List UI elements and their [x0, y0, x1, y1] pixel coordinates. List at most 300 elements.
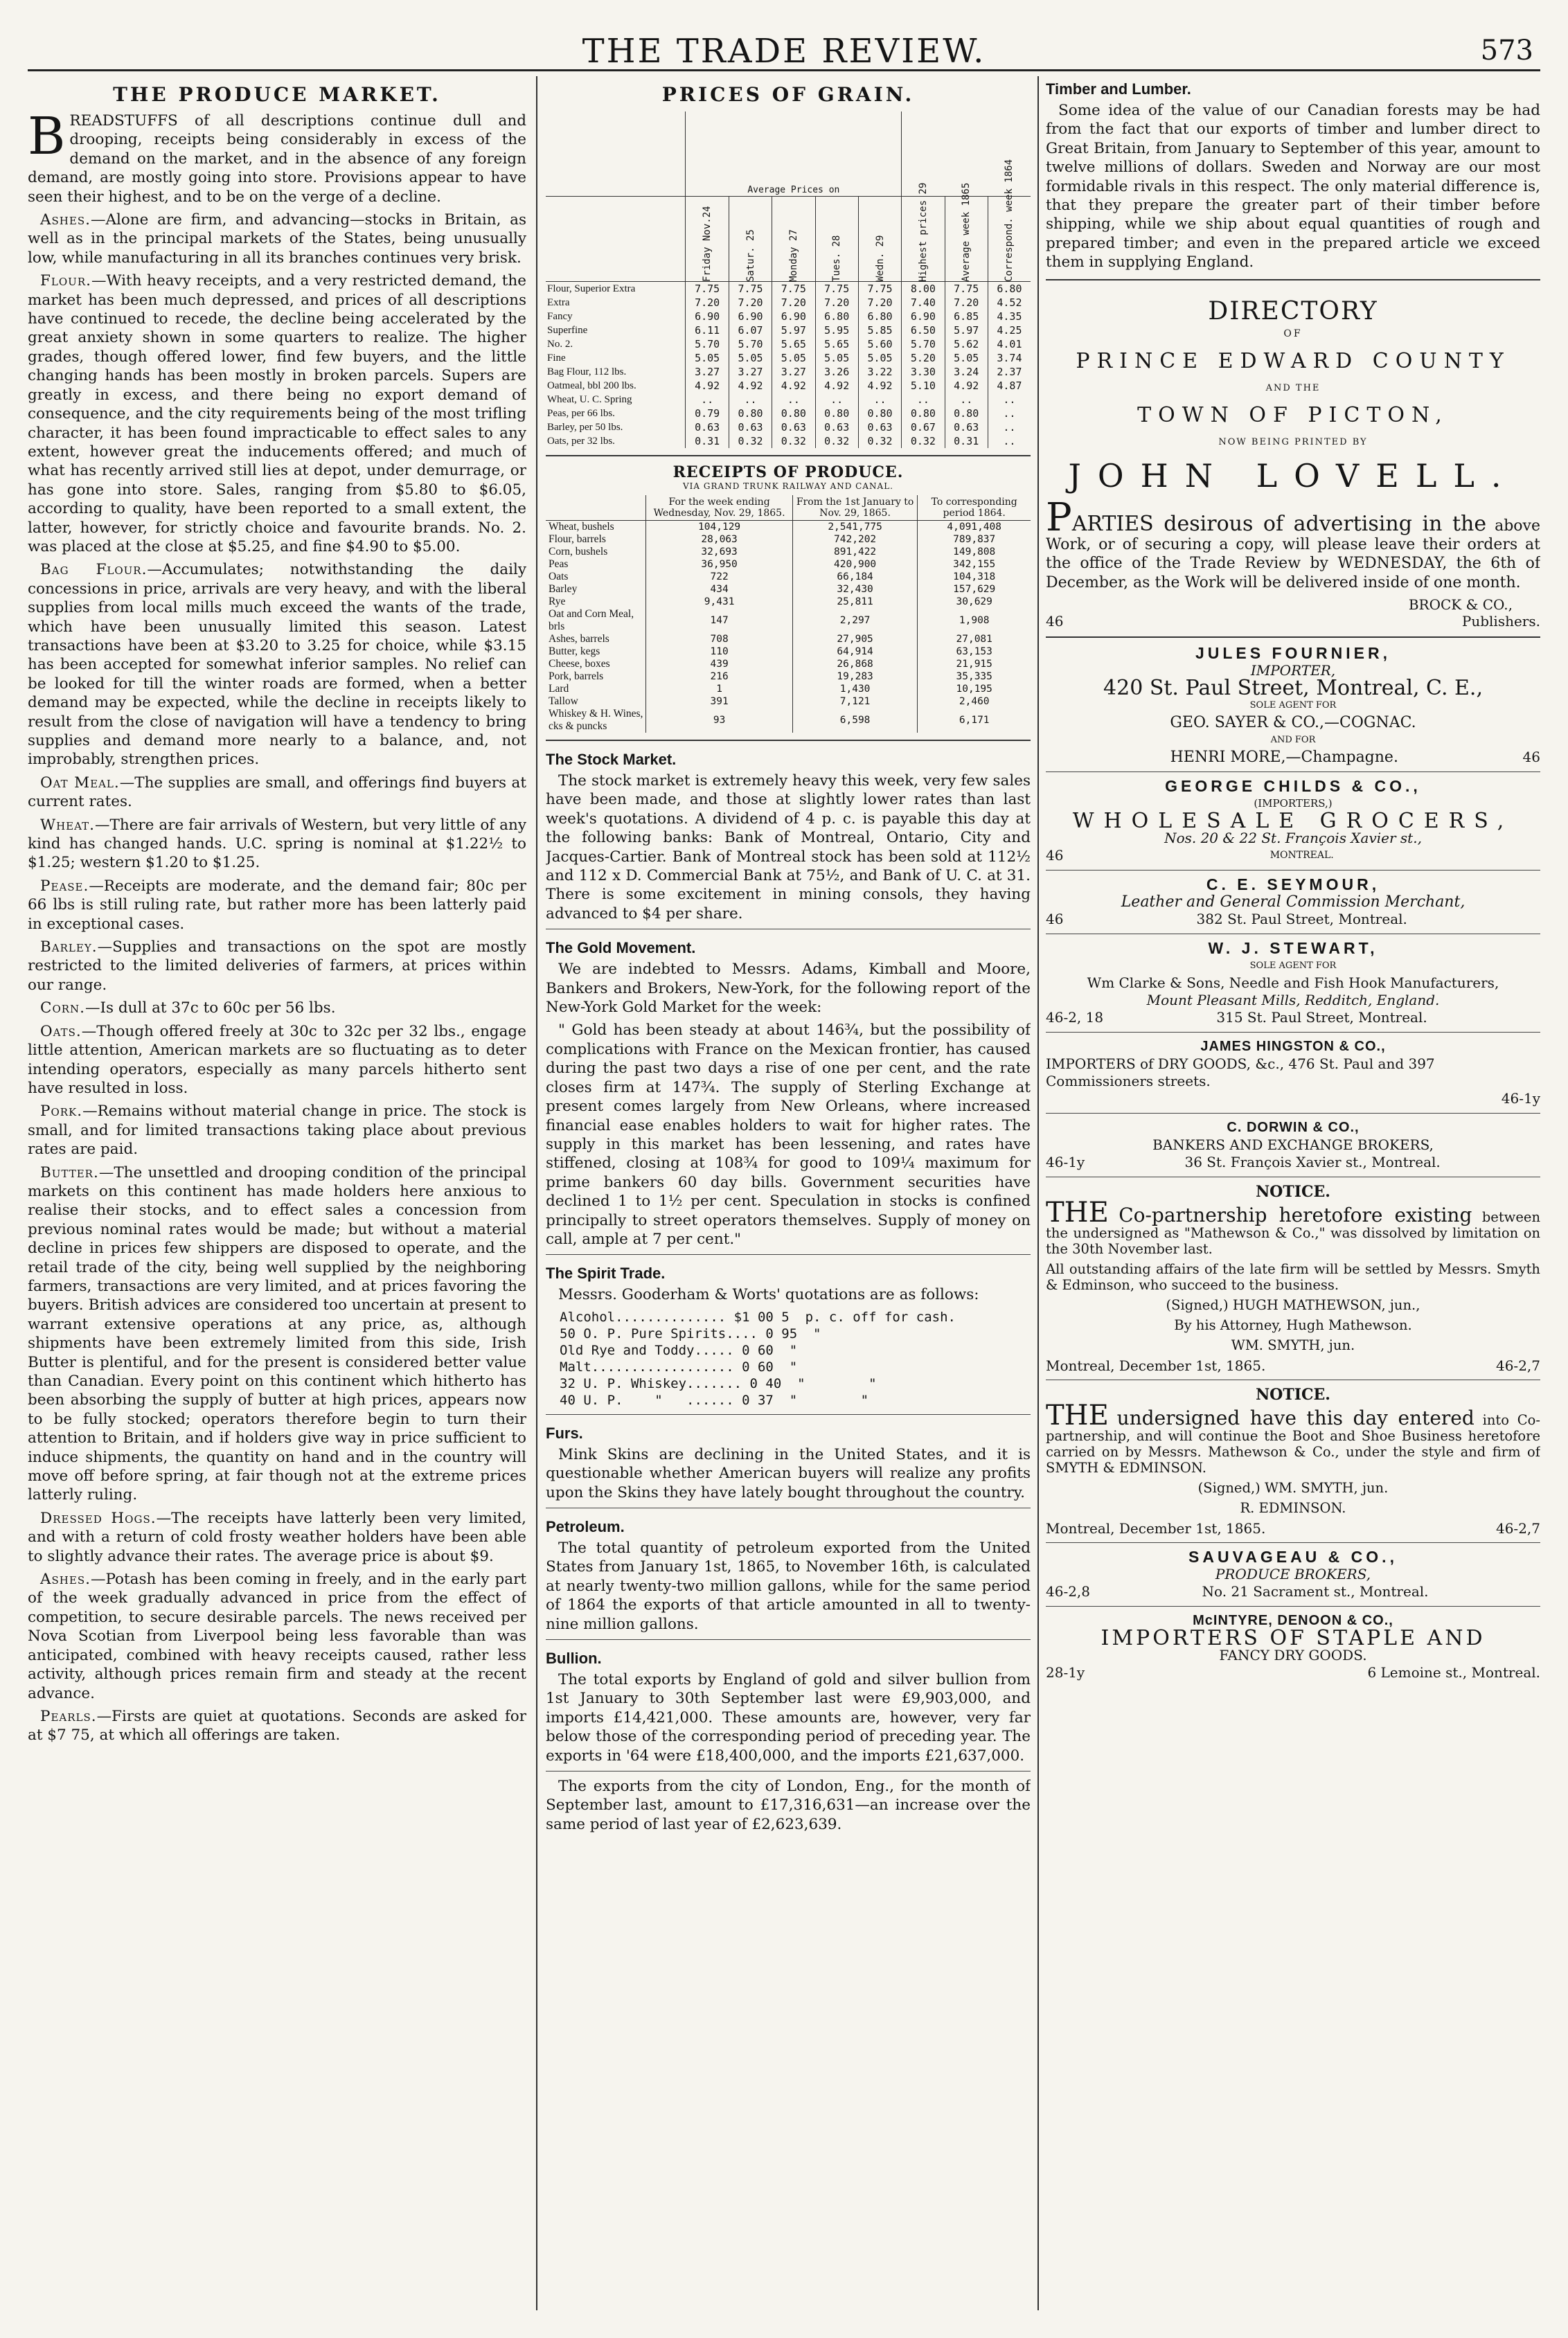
receipts-row: [546, 583, 1031, 596]
produce-paragraph: [28, 774, 526, 812]
receipts-subheading: VIA GRAND TRUNK RAILWAY AND CANAL.: [683, 481, 893, 491]
notice-copartnership: [1046, 1386, 1540, 1537]
receipt-cell: 21,915: [918, 658, 1031, 670]
row-label: Wheat, U. C. Spring: [547, 393, 632, 405]
grain-row: [546, 420, 1031, 434]
rule: [1046, 1606, 1540, 1607]
paragraph-text: —Though offered freely at 30c to 32c per 32 lbs., engage little attention, American markets are so fluctuating as to deter intending operators, especially as many parcels hitherto sent have resulted in loss.: [28, 1022, 526, 1097]
row-label: Tallow: [549, 695, 578, 707]
row-label: Peas: [549, 558, 569, 570]
rule: [1046, 870, 1540, 871]
receipt-cell: 147: [646, 608, 792, 633]
grain-column-header: [815, 197, 858, 282]
price-cell: 4.92: [686, 379, 729, 393]
price-cell: 5.05: [772, 351, 815, 365]
price-cell: 4.92: [729, 379, 772, 393]
price-cell: 6.50: [902, 323, 945, 337]
price-cell: 6.11: [686, 323, 729, 337]
ad-name: SAUVAGEAU & CO.,: [1188, 1548, 1398, 1567]
ad-city: MONTREAL.: [1269, 850, 1334, 862]
ad-agent: GEO. SAYER & CO.,—COGNAC.: [1170, 714, 1416, 732]
row-label: Superfine: [547, 324, 588, 336]
rule: [546, 1639, 1031, 1640]
price-cell: 0.80: [858, 407, 901, 420]
column-label: Friday Nov.24: [702, 206, 713, 282]
directory-of: OF: [1283, 328, 1303, 339]
stock-heading: The Stock Market.: [546, 751, 677, 768]
row-label: Butter, kegs: [549, 645, 600, 657]
ad-text: IMPORTERS of DRY GOODS, &c., 476 St. Paul and 397 Commissioners streets.: [1046, 1055, 1435, 1090]
ad-type: FANCY DRY GOODS.: [1219, 1647, 1367, 1664]
grain-column-header: [729, 197, 772, 282]
grain-column-header: [772, 197, 815, 282]
receipt-cell: 789,837: [918, 533, 1031, 546]
price-cell: ..: [815, 393, 858, 407]
price-cell: 5.95: [815, 323, 858, 337]
rule: [546, 740, 1031, 741]
grain-column-header: [988, 159, 1031, 282]
price-cell: 0.63: [945, 420, 988, 434]
grain-prices-table: [546, 111, 1031, 448]
produce-paragraph: [28, 271, 526, 556]
ad-number: 46-1y: [1046, 1154, 1085, 1171]
receipt-cell: 742,202: [792, 533, 918, 546]
rule: [546, 1254, 1031, 1255]
stock-text: The stock market is extremely heavy this week, very few sales have been made, and those at slightly lower rates than last week's quotations. A dividend of 4 p. c. is payable this day at the following banks: Bank of Montreal, Ontario, City and Jacques-Cartier. Bank of Montreal stock has been sold at 112½ and 112 x D. Commercial Bank at 75½, and Bank of U. C. at 31. There is some excitement in mining consols, they having advanced to $4 per share.: [546, 772, 1031, 922]
price-cell: 4.92: [945, 379, 988, 393]
price-cell: 7.75: [945, 282, 988, 296]
ad-address: 382 St. Paul Street, Montreal.: [1196, 911, 1407, 928]
grain-row: [546, 351, 1031, 365]
directory-body-lead: ARTIES desirous of advertising in the: [1071, 511, 1487, 536]
price-cell: 5.10: [902, 379, 945, 393]
paragraph-lead: Oat Meal.: [40, 774, 120, 792]
price-cell: 5.20: [902, 351, 945, 365]
receipt-cell: 216: [646, 670, 792, 683]
rule: [546, 455, 1031, 456]
price-cell: 6.80: [858, 310, 901, 323]
notice-text: between the undersigned as "Mathewson & Co.," was dissolved by limitation on the 30th November last.: [1046, 1209, 1540, 1258]
rule: [1046, 1032, 1540, 1033]
column-label: Correspond. week 1864: [1004, 159, 1015, 282]
receipts-column-header: To corresponding period 1864.: [918, 495, 1031, 521]
directory-body-text: above Work, or of securing a copy, will please leave their orders at the office of the Trade Review by WEDNESDAY, the 6th of December, as the Work will be delivered inside of one month.: [1046, 517, 1540, 591]
grain-heading: PRICES OF GRAIN.: [661, 83, 915, 106]
furs-text: Mink Skins are declining in the United States, and it is questionable whether American buyers will realize any profits upon the Skins they have lately bought throughout the country.: [546, 1445, 1031, 1501]
produce-paragraph: [28, 1707, 526, 1745]
paragraph-lead: Pease.: [40, 877, 89, 895]
produce-paragraph: [28, 999, 526, 1017]
row-label: Oat and Corn Meal, brls: [549, 608, 634, 632]
row-label: Extra: [547, 296, 570, 308]
receipts-table: [546, 495, 1031, 733]
produce-paragraphs: [28, 211, 526, 1745]
price-cell: ..: [988, 393, 1031, 407]
receipt-cell: 26,868: [792, 658, 918, 670]
receipts-row: [546, 683, 1031, 695]
notice-cap: THE: [1046, 1400, 1109, 1432]
receipt-cell: 30,629: [918, 596, 1031, 608]
grain-column-header: [945, 182, 988, 282]
receipt-cell: 63,153: [918, 645, 1031, 658]
column-label: Satur. 25: [745, 229, 756, 282]
receipt-cell: 93: [646, 708, 792, 733]
receipt-cell: 10,195: [918, 683, 1031, 695]
notice-signature: By his Attorney, Hugh Mathewson.: [1174, 1317, 1412, 1334]
receipts-row: [546, 645, 1031, 658]
price-cell: 7.75: [686, 282, 729, 296]
price-cell: 3.27: [772, 365, 815, 379]
column-produce-market: [28, 76, 526, 2317]
ad-number: 28-1y: [1046, 1664, 1085, 1681]
receipts-row: [546, 708, 1031, 733]
ad-name: C. DORWIN & CO.,: [1227, 1120, 1360, 1136]
spirit-intro: Messrs. Gooderham & Worts' quotations are as follows:: [558, 1286, 979, 1304]
dropcap: P: [1046, 494, 1072, 540]
row-label: Rye: [549, 596, 566, 607]
price-cell: ..: [772, 393, 815, 407]
directory-publishers: Publishers.: [1461, 613, 1540, 630]
column-label: Average week 1865: [961, 182, 972, 282]
ad-sauvageau: [1046, 1549, 1540, 1600]
receipt-cell: 439: [646, 658, 792, 670]
directory-now: NOW BEING PRINTED BY: [1218, 436, 1368, 447]
grain-row: [546, 407, 1031, 420]
price-cell: 5.62: [945, 337, 988, 351]
receipt-cell: 6,171: [918, 708, 1031, 733]
notice-heading: NOTICE.: [1256, 1183, 1330, 1202]
gold-text-1: We are indebted to Messrs. Adams, Kimball and Moore, Bankers and Brokers, New-York, for the following report of the New-York Gold Market for the week:: [546, 961, 1031, 1017]
receipts-row: [546, 695, 1031, 708]
price-cell: 7.20: [815, 296, 858, 310]
price-cell: 0.80: [772, 407, 815, 420]
ad-type: WHOLESALE GROCERS,: [1072, 809, 1514, 834]
ad-address: 6 Lemoine st., Montreal.: [1367, 1664, 1540, 1681]
ad-mills: Mount Pleasant Mills, Redditch, England.: [1146, 992, 1440, 1009]
notice-dissolution: [1046, 1183, 1540, 1374]
ad-fournier: [1046, 645, 1540, 766]
price-cell: 6.07: [729, 323, 772, 337]
price-cell: 5.97: [772, 323, 815, 337]
spirit-quote-line: Alcohol.............. $1 00 5 p. c. off for cash.: [560, 1309, 956, 1325]
spirit-quote-line: 32 U. P. Whiskey....... 0 40 " ": [560, 1375, 877, 1391]
receipt-cell: 722: [646, 571, 792, 583]
price-cell: 4.87: [988, 379, 1031, 393]
grain-row: [546, 337, 1031, 351]
receipt-cell: 9,431: [646, 596, 792, 608]
rule: [1046, 636, 1540, 638]
price-cell: 7.20: [945, 296, 988, 310]
ad-agent: HENRI MORE,—Champagne.: [1170, 749, 1398, 767]
column-directory-ads: [1046, 76, 1540, 2317]
notice-date: Montreal, December 1st, 1865.: [1046, 1520, 1266, 1537]
ad-childs: [1046, 778, 1540, 864]
column-markets: [546, 76, 1031, 2317]
ad-name: JULES FOURNIER,: [1195, 644, 1391, 663]
spirit-quote-line: 50 O. P. Pure Spirits.... 0 95 ": [560, 1326, 821, 1341]
notice-heading: NOTICE.: [1256, 1386, 1330, 1404]
produce-paragraph: [28, 816, 526, 873]
price-cell: 0.63: [686, 420, 729, 434]
price-cell: 6.85: [945, 310, 988, 323]
price-cell: 0.32: [858, 434, 901, 448]
paragraph-text: —Potash has been coming in freely, and in the early part of the week gradually advanced in price from the effect of competition, to secure desirable parcels. The news received per Nova Scotian from Liverpool being less favorable than was anticipated, combined with heavy receipts caused, rather less activity, although prices remain firm and steady at the recent advance.: [28, 1571, 526, 1702]
paragraph-text: —Alone are firm, and advancing—stocks in Britain, as well as in the principal markets of the States, being unusually low, while manufacturing in all its branches continues very brisk.: [28, 211, 526, 267]
price-cell: 0.80: [729, 407, 772, 420]
receipt-cell: 66,184: [792, 571, 918, 583]
price-cell: 5.85: [858, 323, 901, 337]
receipt-cell: 27,905: [792, 633, 918, 645]
notice-signature: (Signed,) HUGH MATHEWSON, jun.,: [1166, 1297, 1420, 1314]
ad-name: GEORGE CHILDS & CO.,: [1165, 777, 1421, 796]
grain-row: [546, 282, 1031, 296]
paragraph-lead: Ashes.: [40, 1571, 91, 1589]
receipts-row: [546, 521, 1031, 534]
ad-number: 46-2,7: [1495, 1520, 1540, 1537]
receipt-cell: 64,914: [792, 645, 918, 658]
paragraph-lead: Butter.: [40, 1163, 99, 1181]
receipt-cell: 157,629: [918, 583, 1031, 596]
price-cell: 0.67: [902, 420, 945, 434]
produce-paragraph: [28, 1102, 526, 1159]
price-cell: 7.20: [729, 296, 772, 310]
ad-number: 46-2,7: [1495, 1357, 1540, 1375]
ad-line: Wm Clarke & Sons, Needle and Fish Hook Manufacturers,: [1087, 974, 1499, 992]
paragraph-text: —With heavy receipts, and a very restricted demand, the market has been much depressed, and prices of all descriptions have continued to recede, the decline being accelerated by the great anxiety shown in some quarters to realize. The higher grades, though offered lower, find few buyers, and the little changing hands has been mostly in broken parcels. Supers are greatly in excess, and there being no export demand of consequence, and the city requirements being of the most trifling character, it has been found impracticable to effect sales to any extent, however great the inducements offered; and much of what has recently arrived still lies at depot, under demurrage, or has gone into store. Sales, ranging from $5.80 to $6.05, according to quality, have been reported to a small extent, the latter, however, for strictly choice and favourite brands. No. 2. was placed at the close at $5.25, and fine $4.90 to $5.00.: [28, 272, 526, 555]
price-cell: 7.20: [772, 296, 815, 310]
price-cell: 0.63: [858, 420, 901, 434]
row-label: Flour, barrels: [549, 533, 606, 545]
paragraph-lead: Pearls.: [40, 1707, 97, 1725]
paragraph-text: —Is dull at 37c to 60c per 56 lbs.: [85, 999, 336, 1017]
ad-address: Nos. 20 & 22 St. François Xavier st.,: [1164, 830, 1422, 847]
row-label: Bag Flour, 112 lbs.: [547, 366, 627, 377]
receipt-cell: 708: [646, 633, 792, 645]
price-cell: 3.26: [815, 365, 858, 379]
price-cell: 5.65: [772, 337, 815, 351]
timber-heading: Timber and Lumber.: [1046, 80, 1191, 98]
price-cell: ..: [988, 434, 1031, 448]
price-cell: 3.27: [729, 365, 772, 379]
receipts-row: [546, 670, 1031, 683]
price-cell: 6.90: [772, 310, 815, 323]
ad-type: BANKERS AND EXCHANGE BROKERS,: [1152, 1136, 1434, 1154]
row-label: No. 2.: [547, 338, 573, 350]
dropcap: B: [28, 107, 66, 166]
grain-column-header: [858, 197, 901, 282]
receipt-cell: 4,091,408: [918, 521, 1031, 534]
receipt-cell: 32,693: [646, 546, 792, 558]
price-cell: 5.70: [902, 337, 945, 351]
ad-sole-agent: SOLE AGENT FOR: [1249, 961, 1337, 972]
rule: [1046, 279, 1540, 280]
timber-text: Some idea of the value of our Canadian forests may be had from the fact that our exports of timber and lumber direct to Great Britain, from January to September of this year, amount to twelve millions of dollars. Sweden and Norway are our most formidable rivals in this respect. The only material difference is, that they prepare the greater part of their timber before shipping, while we ship about equal quantities of rough and prepared timber; and even in the prepared article we exceed them in supplying England.: [1046, 102, 1540, 271]
paragraph-lead: Pork.: [40, 1103, 83, 1121]
ad-number: 46-1y: [1501, 1090, 1540, 1107]
rule: [546, 1771, 1031, 1772]
price-cell: 6.80: [815, 310, 858, 323]
ad-hingston: [1046, 1038, 1540, 1107]
column-label: Wedn. 29: [874, 235, 886, 282]
gold-heading: The Gold Movement.: [546, 939, 696, 957]
paragraph-lead: Dressed Hogs.: [40, 1509, 157, 1527]
price-cell: 6.90: [686, 310, 729, 323]
rule: [1046, 771, 1540, 772]
rule: [1046, 1542, 1540, 1543]
price-cell: 0.63: [729, 420, 772, 434]
ad-address: 36 St. François Xavier st., Montreal.: [1184, 1154, 1441, 1171]
ad-seymour: [1046, 876, 1540, 928]
produce-paragraph: [28, 1509, 526, 1566]
receipts-row: [546, 658, 1031, 670]
gold-text-2: " Gold has been steady at about 146¾, but the possibility of complications with France on the Mexican frontier, has caused during the past two days a rise of one per cent, and the rate closes firm at 147¾. The supply of Sterling Exchange at present comes largely from New Orleans, where increased financial ease enables holders to wait for higher rates. The supply in this market has been lessening, and rates have stiffened, closing at 108¾ for good to 109¼ maximum for prime bankers 60 day bills. Government securities have declined 1 to 1½ per cent. Speculation in stocks is confined principally to street operators themselves. Supply of money on call, ample at 7 per cent.": [546, 1021, 1031, 1248]
receipt-cell: 110: [646, 645, 792, 658]
receipt-cell: 104,318: [918, 571, 1031, 583]
column-rule: [1037, 76, 1039, 2310]
grain-row: [546, 379, 1031, 393]
row-label: Ashes, barrels: [549, 633, 609, 645]
receipts-column-header: For the week ending Wednesday, Nov. 29, 1865.: [646, 495, 792, 521]
notice-cap: THE: [1046, 1197, 1109, 1229]
price-cell: 0.32: [815, 434, 858, 448]
spirit-quote-line: 40 U. P. " ...... 0 37 " ": [560, 1392, 869, 1408]
directory-and: AND THE: [1265, 382, 1321, 393]
produce-paragraph: [28, 211, 526, 267]
price-cell: ..: [858, 393, 901, 407]
price-cell: 4.52: [988, 296, 1031, 310]
produce-intro: [28, 107, 526, 206]
produce-paragraph: [28, 1163, 526, 1505]
notice-text: into Co-partnership, and will continue the Boot and Shoe Business heretofore carried on by Messrs. Mathewson & Co., under the style and firm of SMYTH & EDMINSON.: [1046, 1412, 1540, 1476]
grain-row: [546, 323, 1031, 337]
receipt-cell: 1,908: [918, 608, 1031, 633]
ad-number: 46: [1046, 613, 1064, 630]
spirit-quotations: [560, 1309, 1031, 1409]
spirit-quote-line: Old Rye and Toddy..... 0 60 ": [560, 1342, 798, 1358]
price-cell: ..: [945, 393, 988, 407]
price-cell: 0.32: [772, 434, 815, 448]
price-cell: 4.92: [858, 379, 901, 393]
price-cell: 3.27: [686, 365, 729, 379]
paragraph-text: —The receipts have latterly been very limited, and with a return of cold frosty weather holders have been able to slightly advance their rates. The average price is about $9.: [28, 1509, 526, 1565]
receipt-cell: 342,155: [918, 558, 1031, 571]
price-cell: 0.79: [686, 407, 729, 420]
masthead-title: THE TRADE REVIEW.: [582, 32, 986, 71]
paragraph-text: —The supplies are small, and offerings find buyers at current rates.: [28, 774, 526, 811]
receipts-row: [546, 546, 1031, 558]
receipt-cell: 434: [646, 583, 792, 596]
column-label: Tues. 28: [831, 235, 843, 282]
price-cell: 4.92: [772, 379, 815, 393]
produce-paragraph: [28, 1570, 526, 1703]
price-cell: ..: [902, 393, 945, 407]
ad-stewart: [1046, 940, 1540, 1026]
produce-paragraph: [28, 938, 526, 994]
receipt-cell: 2,297: [792, 608, 918, 633]
price-cell: 0.31: [945, 434, 988, 448]
furs-heading: Furs.: [546, 1424, 583, 1442]
grain-row: [546, 310, 1031, 323]
price-cell: 4.01: [988, 337, 1031, 351]
receipt-cell: 104,129: [646, 521, 792, 534]
price-cell: 0.63: [772, 420, 815, 434]
ad-role: (IMPORTERS,): [1254, 797, 1333, 810]
price-cell: 4.92: [815, 379, 858, 393]
directory-signature: BROCK & CO.,: [1408, 596, 1513, 614]
ad-number: 46: [1046, 911, 1064, 928]
header-rule: [28, 69, 1540, 71]
price-cell: 5.05: [686, 351, 729, 365]
price-cell: 5.05: [729, 351, 772, 365]
page-number: 573: [1480, 35, 1533, 66]
receipt-cell: 7,121: [792, 695, 918, 708]
directory-body: [1046, 494, 1540, 593]
row-label: Oats: [549, 571, 569, 582]
row-label: Oatmeal, bbl 200 lbs.: [547, 380, 636, 391]
price-cell: ..: [729, 393, 772, 407]
price-cell: 5.97: [945, 323, 988, 337]
price-cell: ..: [988, 407, 1031, 420]
row-label: Whiskey & H. Wines, cks & puncks: [549, 708, 643, 732]
paragraph-lead: Wheat.: [40, 816, 95, 834]
price-cell: 7.40: [902, 296, 945, 310]
receipts-row: [546, 608, 1031, 633]
row-label: Barley: [549, 583, 578, 595]
row-label: Peas, per 66 lbs.: [547, 407, 615, 419]
price-cell: 0.80: [945, 407, 988, 420]
spirit-heading: The Spirit Trade.: [546, 1265, 666, 1283]
paragraph-lead: Corn.: [40, 999, 86, 1017]
grain-row: [546, 365, 1031, 379]
ad-dorwin: [1046, 1119, 1540, 1171]
row-label: Cheese, boxes: [549, 658, 610, 670]
price-cell: 8.00: [902, 282, 945, 296]
price-cell: 3.30: [902, 365, 945, 379]
price-cell: 0.32: [729, 434, 772, 448]
grain-row: [546, 393, 1031, 407]
ad-role: Leather and General Commission Merchant,: [1121, 893, 1465, 911]
paragraph-lead: Ashes.: [40, 211, 91, 229]
directory-county: PRINCE EDWARD COUNTY: [1076, 348, 1511, 373]
ad-number: 46: [1046, 847, 1064, 864]
row-label: Oats, per 32 lbs.: [547, 435, 615, 447]
price-cell: 5.05: [945, 351, 988, 365]
receipt-cell: 28,063: [646, 533, 792, 546]
paragraph-text: —Receipts are moderate, and the demand fair; 80c per 66 lbs is still ruling rate, but rather more has been latterly paid in exceptional cases.: [28, 877, 526, 933]
receipt-cell: 391: [646, 695, 792, 708]
price-cell: 7.20: [686, 296, 729, 310]
notice-signature: R. EDMINSON.: [1240, 1500, 1346, 1517]
petroleum-heading: Petroleum.: [546, 1517, 625, 1535]
row-label: Barley, per 50 lbs.: [547, 421, 623, 433]
produce-paragraph: [28, 1022, 526, 1098]
ad-mcintyre: [1046, 1612, 1540, 1681]
price-cell: 5.60: [858, 337, 901, 351]
ad-role: PRODUCE BROKERS,: [1215, 1566, 1371, 1583]
rule: [1046, 1113, 1540, 1114]
petroleum-text: The total quantity of petroleum exported from the United States from January 1st, 1865, to November 16th, is calculated at nearly twenty-two million gallons, while for the same period of 1864 the exports of that article amounted in all to twenty-nine million gallons.: [546, 1539, 1031, 1633]
row-label: Wheat, bushels: [549, 521, 614, 533]
price-cell: 4.25: [988, 323, 1031, 337]
price-cell: 6.80: [988, 282, 1031, 296]
receipt-cell: 149,808: [918, 546, 1031, 558]
receipts-row: [546, 558, 1031, 571]
paragraph-text: —Firsts are quiet at quotations. Seconds are asked for at $7 75, at which all offerings are taken.: [28, 1707, 526, 1744]
grain-column-header: [902, 182, 945, 282]
grain-row: [546, 434, 1031, 448]
paragraph-text: —There are fair arrivals of Western, but very little of any kind has changed hands. U.C. spring is nominal at $1.22½ to $1.25; western $1.20 to $1.25.: [28, 816, 526, 872]
receipt-cell: 1,430: [792, 683, 918, 695]
